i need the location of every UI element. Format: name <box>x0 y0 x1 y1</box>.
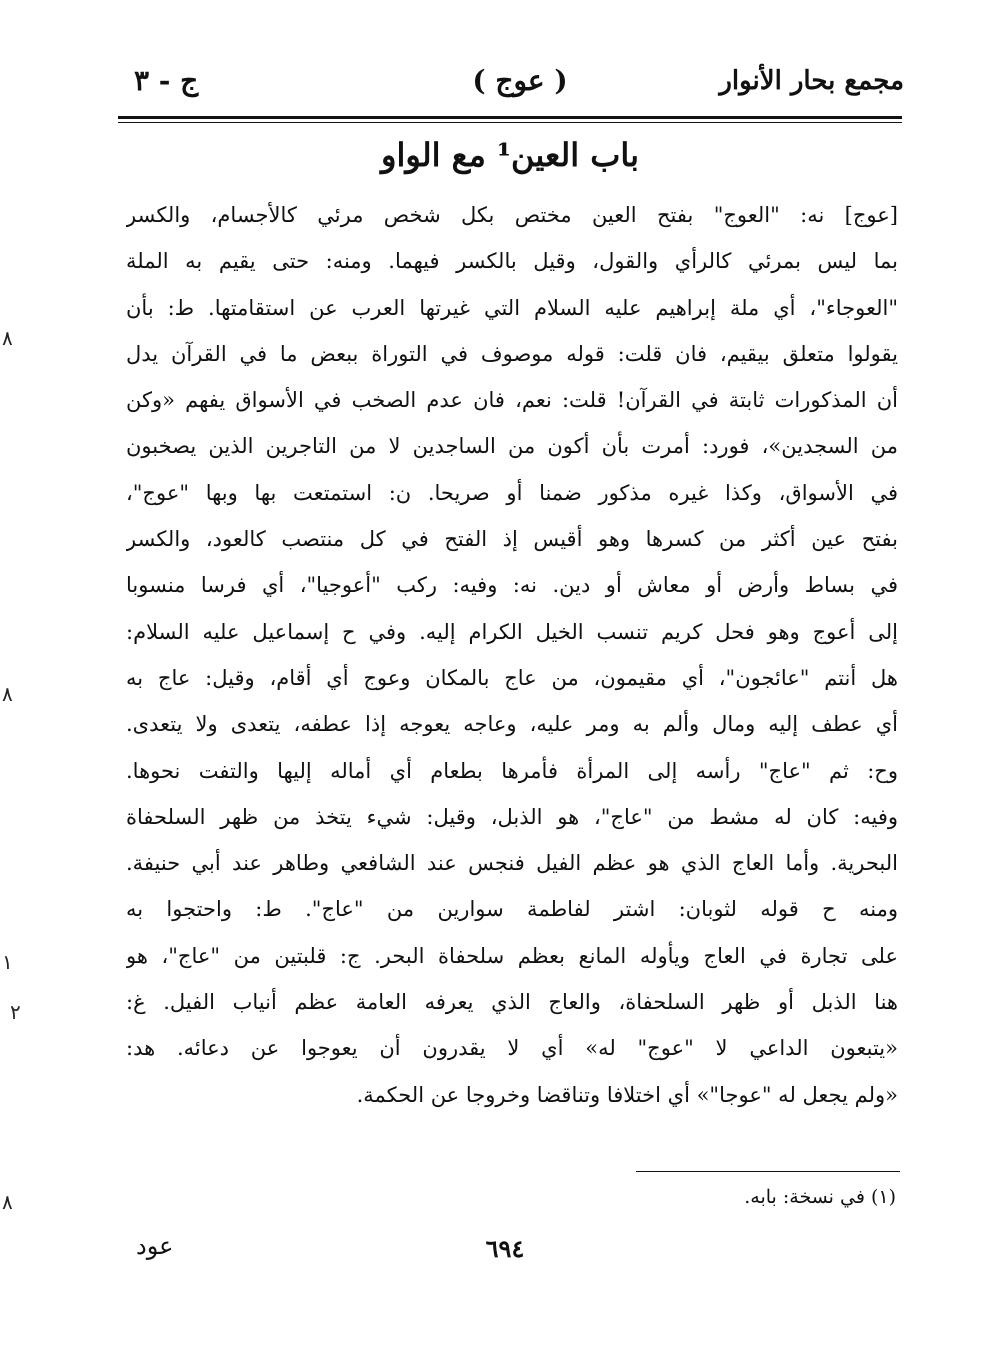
body-line: في بساط وأرض أو معاش أو دين. نه: وفيه: ركب "أعوجيا"، أي فرسا منسوبا <box>126 573 898 598</box>
body-line: على تجارة في العاج ويأوله المانع بعظم سلحفاة البحر. ج: قلبتين من "عاج"، هو <box>126 943 898 968</box>
catchword: عود <box>136 1232 174 1260</box>
page-number: ٦٩٤ <box>485 1234 525 1263</box>
margin-mark: ٨ <box>2 682 13 706</box>
body-line: «يتبعون الداعي لا "عوج" له» أي لا يقدرون أن يعوجوا عن دعائه. هد: <box>126 1036 898 1061</box>
body-line: «ولم يجعل له "عوجا"» أي اختلافا وتناقضا وخروجا عن الحكمة. <box>356 1082 898 1107</box>
body-line: البحرية. وأما العاج الذي هو عظم الفيل فنجس عند الشافعي وطاهر عند أبي حنيفة. <box>126 851 898 876</box>
body-line: هنا الذبل أو ظهر السلحفاة، والعاج الذي يعرفه العامة عظم أنياب الفيل. غ: <box>126 990 898 1015</box>
footnote: (١) في نسخة: بابه. <box>744 1186 896 1208</box>
body-line: في الأسواق، وكذا غيره مذكور ضمنا أو صريحا. ن: استمتعت بها وبها "عوج"، <box>126 480 898 505</box>
margin-mark: ٢ <box>10 1000 21 1024</box>
running-head-volume: ج - ٣ <box>134 64 199 97</box>
running-head-entry-word: ( عوج ) <box>472 64 568 97</box>
margin-mark: ٨ <box>2 1190 13 1214</box>
body-line: هل أنتم "عائجون"، أي مقيمون، من عاج بالمكان وعوج أي أقام، وقيل: عاج به <box>126 665 898 690</box>
header-rule <box>118 116 902 119</box>
body-line: أن المذكورات ثابتة في القرآن! قلت: نعم، فان عدم الصخب في الأسواق يفهم «وكن <box>126 388 898 413</box>
body-line: [عوج] نه: "العوج" بفتح العين مختص بكل شخص مرئي كالأجسام، والكسر <box>126 203 898 227</box>
footnote-rule <box>636 1171 900 1172</box>
body-line: "العوجاء"، أي ملة إبراهيم عليه السلام التي غيرتها العرب عن استقامتها. ط: بأن <box>126 295 898 320</box>
body-line: يقولوا متعلق بيقيم، فان قلت: قوله موصوف في التوراة ببعض ما في القرآن يدل <box>126 341 898 366</box>
body-line: بفتح عين أكثر من كسرها وهو أقيس إذ الفتح في كل منتصب كالعود، والكسر <box>126 527 898 552</box>
margin-mark: ١ <box>2 950 13 974</box>
body-line: أي عطف إليه ومال وألم به ومر عليه، وعاجه يعوجه إذا عطفه، يتعدى ولا يتعدى. <box>126 712 898 737</box>
body-line: ومنه ح قوله لثوبان: اشتر لفاطمة سوارين من "عاج". ط: واحتجوا به <box>126 897 898 922</box>
body-line: وح: ثم "عاج" رأسه إلى المرأة فأمرها بطعام أي أماله إليها والتفت نحوها. <box>126 758 898 783</box>
body-line: وفيه: كان له مشط من "عاج"، هو الذبل، وقيل: شيء يتخذ من ظهر السلحفاة <box>126 804 898 829</box>
body-line: من السجدين»، فورد: أمرت بأن أكون من الساجدين لا من التاجرين الذين يصخبون <box>126 434 898 459</box>
body-line: بما ليس بمرئي كالرأي والقول، وقيل بالكسر فيهما. ومنه: حتى يقيم به الملة <box>126 249 898 274</box>
margin-mark: ٨ <box>2 326 13 350</box>
section-title: باب العين¹ مع الواو <box>381 136 639 174</box>
body-line: إلى أعوج وهو فحل كريم تنسب الخيل الكرام إليه. وفي ح إسماعيل عليه السلام: <box>126 619 898 644</box>
body-text <box>126 192 898 1118</box>
header-rule-thin <box>118 122 902 123</box>
running-head-book-title: مجمع بحار الأنوار <box>719 66 904 96</box>
